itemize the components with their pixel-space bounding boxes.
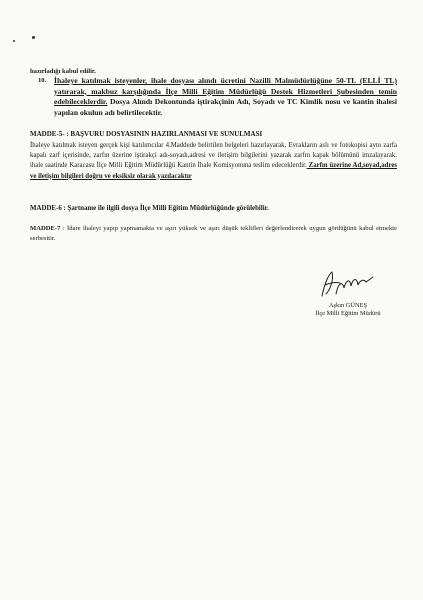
scan-speck	[13, 40, 15, 42]
item-10	[30, 76, 397, 118]
madde-6	[30, 204, 397, 213]
item-10-rest: Dosya Alındı Dekontunda iştirakçinin Adı, Soyadı ve TC Kimlik nosu ve kantin ihalesi yapılan okulun adı belirtilecektir.	[54, 97, 397, 117]
signature-block	[300, 302, 396, 318]
signer-title: İlçe Milli Eğitim Müdürü	[315, 310, 381, 317]
scan-speck	[32, 36, 35, 39]
signer-name: Aşkın GÜNEŞ	[328, 302, 368, 309]
handwritten-signature	[316, 268, 378, 302]
madde-6-text: MADDE-6 : Şartname ile ilgili dosya İlçe Milli Eğitim Müdürlüğünde görülebilir.	[30, 205, 269, 212]
madde-5	[30, 130, 397, 182]
continuation-line	[30, 67, 397, 76]
madde-7	[30, 224, 397, 244]
madde-7-text: : İdare ihaleyi yapıp yapmamakta ve aşırı yüksek ve aşırı düşük teklifleri değerlendirerek uygun gördüğünü kabul etmekte serbesttir.	[30, 225, 397, 242]
madde-5-body: İhaleye katılmak isteyen gerçek kişi katılımcılar 4.Maddede belirtilen belgeleri hazırlayarak, Evrakların aslı ve fotokopisi aynı zarfa kapalı zarf içerisinde, zarfın üzerine iştirakçi adı-soyadı,adresi ve iletişim bilgilerini yazarak zarfın kapak bölümünü imzalayarak. ihale saatinde Karacasu İlçe Milli Eğitim Müdürlüğü Kantin İhale Komisyonuna teslim edeceklerdir.	[30, 142, 397, 170]
madde-5-heading: MADDE-5- : BAŞVURU DOSYASININ HAZIRLANMASI VE SUNULMASI	[30, 130, 263, 138]
item-10-underlined: İhaleye katılmak isteyenler, ihale dosyası alındı ücretini Nazilli Malmüdürlüğüne 50-TL (ELLİ TL) yatırarak, makbuz karşılığında İlçe Milli Eğitim Müdürlüğü Destek Hizmetleri Şubesinden temin edebileceklerdir.	[54, 76, 397, 106]
continuation-text: hazırladığı kabul edilir.	[30, 68, 96, 75]
madde-7-label: MADDE-7	[30, 225, 61, 232]
item-number: 10.	[38, 77, 47, 84]
madde-5-underlined: Zarfın üzerine Ad,soyad,adres ve iletişim bilgileri doğru ve eksiksiz olarak yazılacaktır	[30, 162, 398, 180]
